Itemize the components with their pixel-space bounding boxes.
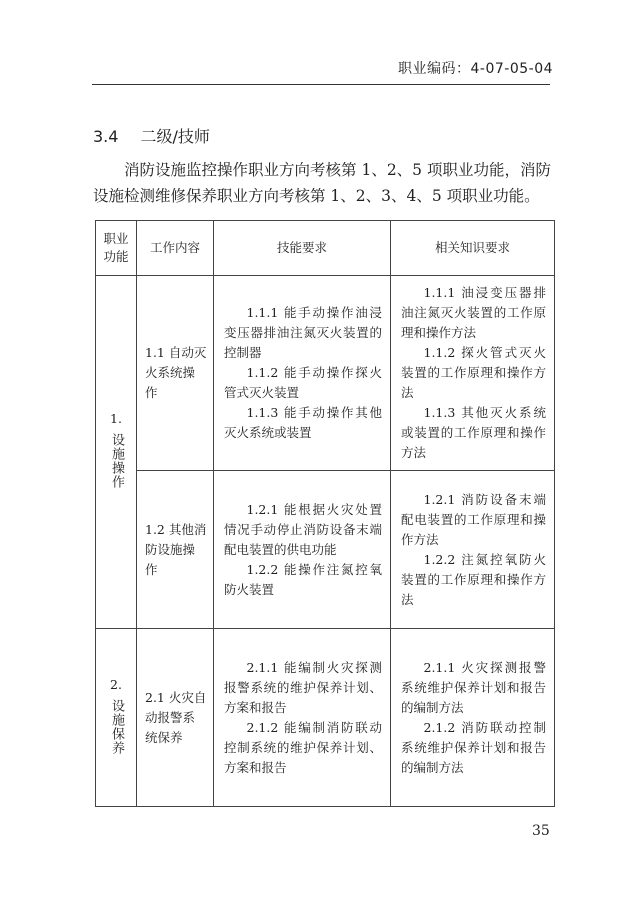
know-item: 1.2.2 注氮控氧防火装置的工作原理和操作方法 — [401, 551, 546, 607]
func-cell-2 — [96, 629, 137, 807]
header-rule — [92, 84, 550, 85]
section-title-text: 二级/技师 — [140, 127, 210, 146]
skill-item: 1.1.2 能手动操作探火管式灭火装置 — [224, 365, 382, 400]
func-name: 设施操作 — [109, 433, 124, 489]
page-number: 35 — [532, 823, 550, 839]
skill-cell — [214, 471, 391, 629]
know-cell — [391, 276, 555, 471]
header-know: 相关知识要求 — [391, 221, 555, 276]
skill-item: 2.1.1 能编制火灾探测报警系统的维护保养计划、方案和报告 — [224, 659, 382, 715]
work-cell: 1.1 自动灭火系统操作 — [137, 276, 214, 471]
know-item: 2.1.2 消防联动控制系统维护保养计划和报告的编制方法 — [401, 719, 546, 775]
section-number: 3.4 — [93, 127, 119, 146]
header-skill: 技能要求 — [214, 221, 391, 276]
table-header-row — [96, 221, 555, 276]
occupation-code: 职业编码：4-07-05-04 — [398, 61, 554, 77]
skill-item: 1.1.3 能手动操作其他灭火系统或装置 — [224, 405, 382, 440]
know-item: 1.1.1 油浸变压器排油注氮灭火装置的工作原理和操作方法 — [401, 285, 546, 340]
know-item: 1.1.3 其他灭火系统或装置的工作原理和操作方法 — [401, 405, 546, 460]
table-row — [96, 629, 555, 807]
func-number: 2. — [110, 676, 122, 692]
section-title — [93, 124, 210, 147]
skill-item: 1.2.1 能根据火灾处置情况手动停止消防设备末端配电装置的供电功能 — [224, 501, 382, 557]
know-item: 1.1.2 探火管式灭火装置的工作原理和操作方法 — [401, 345, 546, 400]
know-item: 1.2.1 消防设备末端配电装置的工作原理和操作方法 — [401, 491, 546, 547]
table — [95, 220, 555, 807]
header-work: 工作内容 — [137, 221, 214, 276]
func-cell-1 — [96, 276, 137, 629]
know-item: 2.1.1 火灾探测报警系统维护保养计划和报告的编制方法 — [401, 659, 546, 715]
work-cell: 2.1 火灾自动报警系统保养 — [137, 629, 214, 807]
table-row — [96, 471, 555, 629]
skill-cell — [214, 629, 391, 807]
work-cell: 1.2 其他消防设施操作 — [137, 471, 214, 629]
skill-item: 2.1.2 能编制消防联动控制系统的维护保养计划、方案和报告 — [224, 719, 382, 775]
table-row — [96, 276, 555, 471]
skill-item: 1.1.1 能手动操作油浸变压器排油注氮灭火装置的控制器 — [224, 305, 382, 360]
know-cell — [391, 629, 555, 807]
competency-table — [95, 220, 554, 807]
func-name: 设施保养 — [109, 698, 124, 755]
intro-paragraph: 消防设施监控操作职业方向考核第 1、2、5 项职业功能，消防设施检测维修保养职业方向考核第 1、2、3、4、5 项职业功能。 — [93, 161, 551, 205]
know-cell — [391, 471, 555, 629]
skill-item: 1.2.2 能操作注氮控氧防火装置 — [224, 561, 382, 597]
skill-cell — [214, 276, 391, 471]
func-number: 1. — [110, 411, 122, 426]
header-func: 职业 功能 — [96, 221, 137, 276]
